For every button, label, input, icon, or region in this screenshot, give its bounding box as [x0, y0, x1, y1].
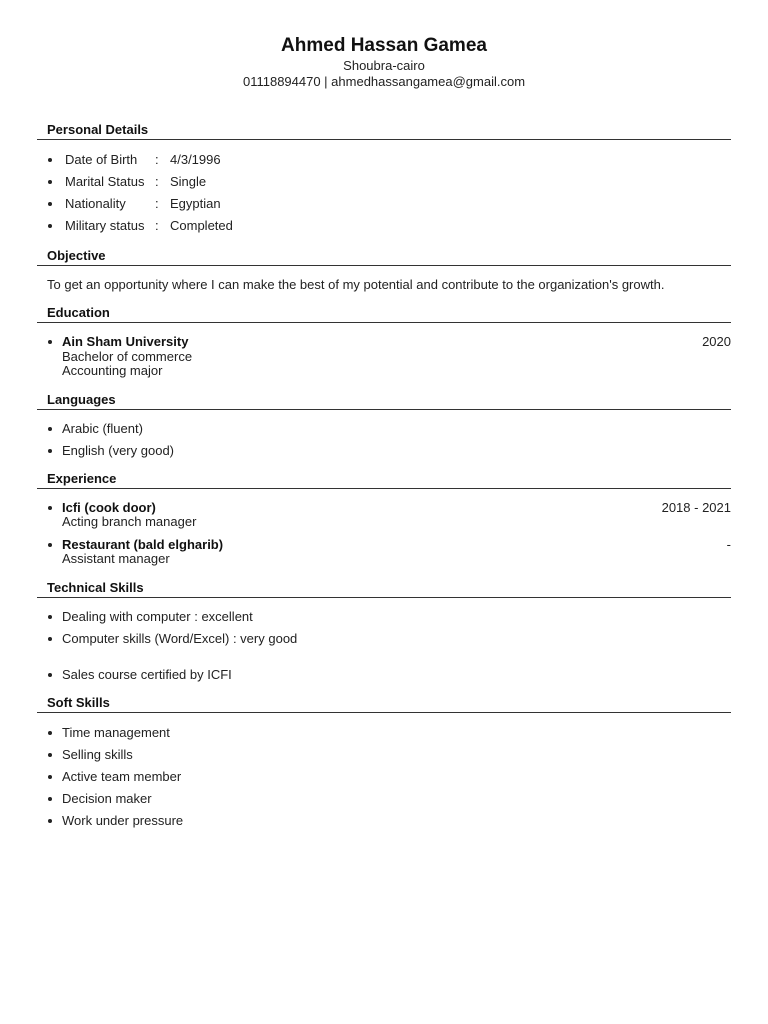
section-title-soft: Soft Skills: [37, 694, 731, 713]
section-title-personal: Personal Details: [37, 121, 731, 140]
bullet: [48, 449, 52, 453]
personal-label: Date of Birth: [65, 152, 138, 167]
job-role: Assistant manager: [62, 551, 170, 566]
resume-header: [0, 34, 768, 90]
job-company: Icfi (cook door): [62, 500, 156, 515]
personal-label: Military status: [65, 218, 145, 233]
language-item: English (very good): [62, 443, 174, 458]
bullet: [48, 506, 52, 510]
technical-item: Computer skills (Word/Excel) : very good: [62, 631, 298, 646]
section-title-education: Education: [37, 304, 731, 323]
soft-item: Work under pressure: [62, 813, 184, 828]
personal-value: Completed: [170, 218, 233, 233]
bullet: [48, 797, 52, 801]
personal-sep: :: [155, 218, 159, 233]
section-title-technical: Technical Skills: [37, 579, 731, 598]
bullet: [48, 180, 52, 184]
job-role: Acting branch manager: [62, 514, 197, 529]
personal-label: Nationality: [65, 196, 126, 211]
soft-item: Time management: [62, 725, 170, 740]
job-dates: 2018 - 2021: [661, 500, 731, 515]
section-title-objective: Objective: [37, 247, 731, 266]
bullet: [48, 224, 52, 228]
personal-value: Single: [170, 174, 207, 189]
technical-item: Sales course certified by ICFI: [62, 667, 232, 682]
language-item: Arabic (fluent): [62, 421, 143, 436]
bullet: [48, 731, 52, 735]
bullet: [48, 543, 52, 547]
job-company: Restaurant (bald elgharib): [62, 537, 224, 552]
section-title-languages: Languages: [37, 391, 731, 410]
job-dates: -: [726, 537, 731, 552]
soft-item: Active team member: [62, 769, 182, 784]
bullet: [48, 158, 52, 162]
personal-value: Egyptian: [170, 196, 221, 211]
candidate-name: Ahmed Hassan Gamea: [281, 35, 487, 56]
section-title-experience: Experience: [37, 470, 731, 489]
candidate-contact: 01118894470 | ahmedhassangamea@gmail.com: [242, 74, 526, 89]
personal-value: 4/3/1996: [170, 152, 221, 167]
personal-sep: :: [155, 174, 159, 189]
personal-sep: :: [155, 196, 159, 211]
personal-sep: :: [155, 152, 159, 167]
candidate-location: Shoubra-cairo: [343, 58, 425, 73]
bullet: [48, 340, 52, 344]
personal-label: Marital Status: [65, 174, 145, 189]
bullet: [48, 775, 52, 779]
soft-item: Selling skills: [62, 747, 133, 762]
technical-item: Dealing with computer : excellent: [62, 609, 253, 624]
education-year: 2020: [702, 334, 731, 349]
bullet: [48, 202, 52, 206]
bullet: [48, 753, 52, 757]
bullet: [48, 637, 52, 641]
education-major: Accounting major: [62, 363, 163, 378]
education-school: Ain Sham University: [62, 334, 189, 349]
objective-text: To get an opportunity where I can make the best of my potential and contribute to the organization's growth.: [47, 277, 665, 292]
bullet: [48, 819, 52, 823]
bullet: [48, 673, 52, 677]
bullet: [48, 427, 52, 431]
bullet: [48, 615, 52, 619]
soft-item: Decision maker: [62, 791, 152, 806]
education-degree: Bachelor of commerce: [62, 349, 193, 364]
